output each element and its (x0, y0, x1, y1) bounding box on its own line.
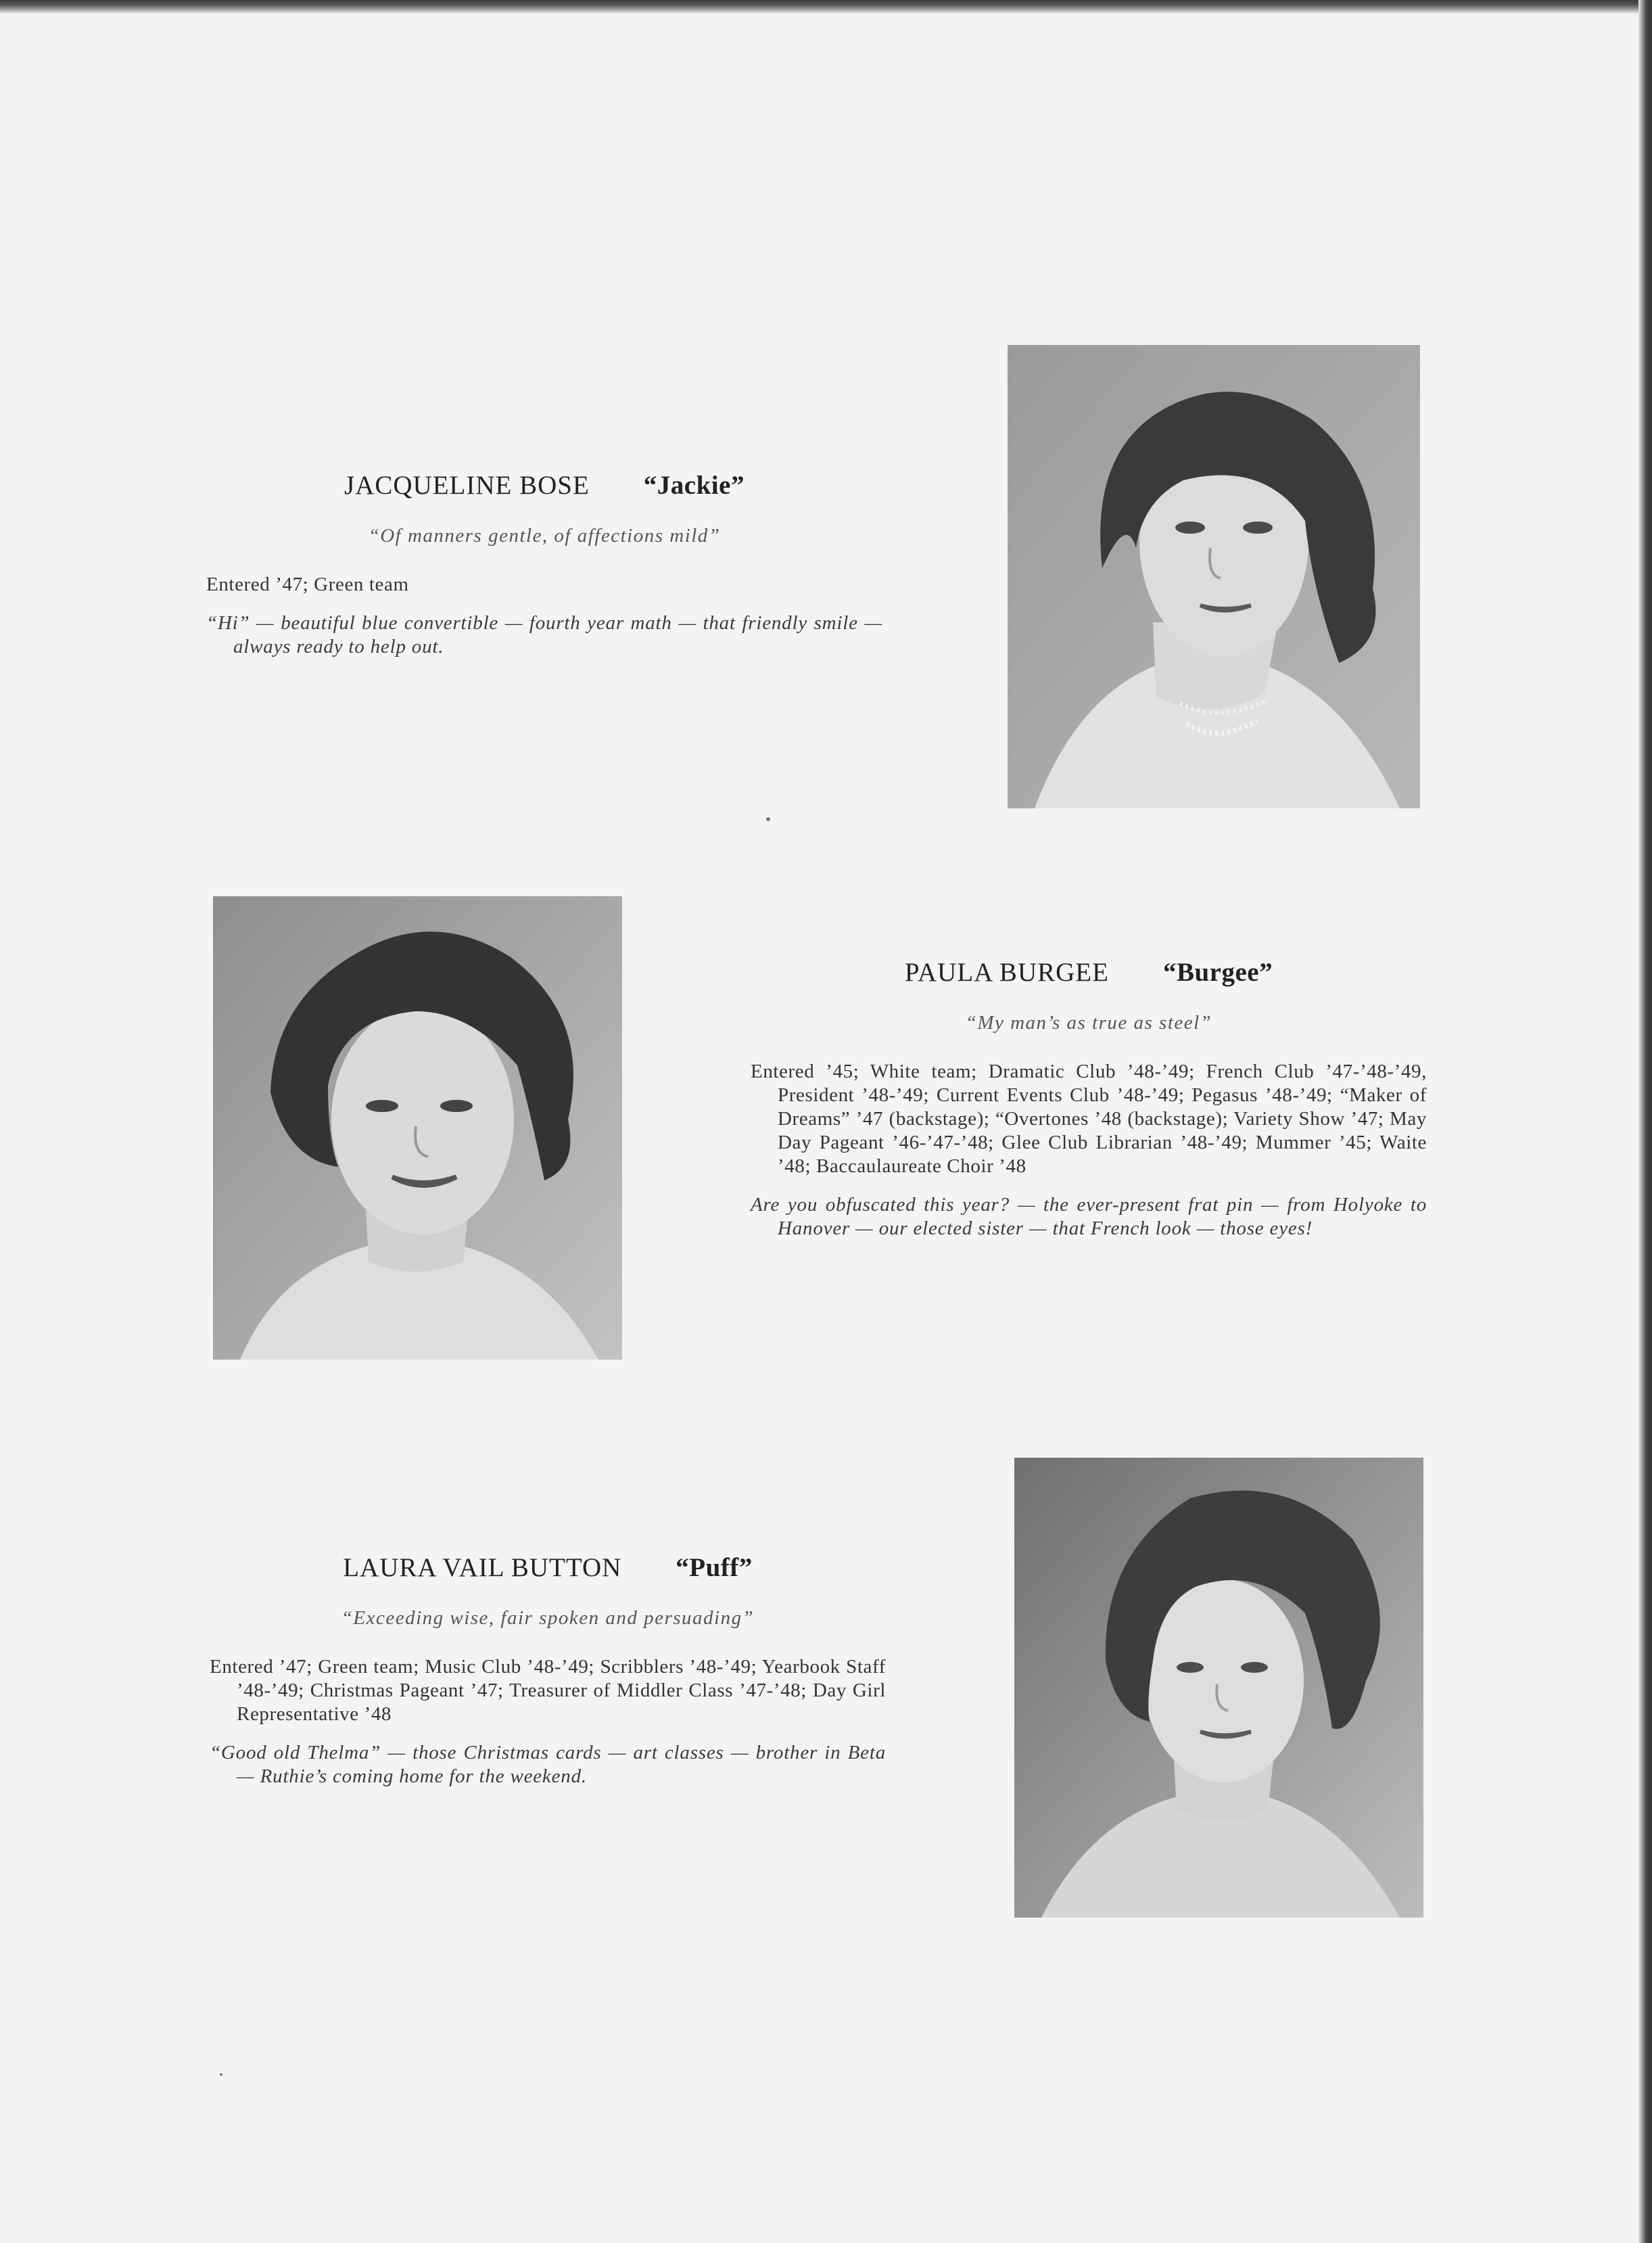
student-activities: Entered ’45; White team; Dramatic Club ’48-’49; French Club ’47-’48-’49, President ’48-’49; Current Events Club ’48-’49; Pegasus ’48-’49; “Maker of Dreams” ’47 (backstage); “Overtones ’48 (backstage); Variety Show ’47; May Day Pageant ’46-’47-’48; Glee Club Librarian ’48-’49; Mummer ’45; Waite ’48; Baccaulaureate Choir ’48 (751, 1061, 1427, 1177)
print-speck (220, 2073, 222, 2076)
portrait-photo-jacqueline-bose (1008, 345, 1420, 808)
student-motto: “Exceeding wise, fair spoken and persuading” (341, 1607, 755, 1629)
student-nickname: “Puff” (676, 1553, 753, 1582)
student-name-line (751, 957, 1427, 988)
student-name-line (206, 470, 882, 501)
student-activities: Entered ’47; Green team; Music Club ’48-’49; Scribblers ’48-’49; Yearbook Staff ’48-’49; Christmas Pageant ’47; Treasurer of Middler Class ’47-’48; Day Girl Representative ’48 (210, 1656, 886, 1725)
student-motto: “Of manners gentle, of affections mild” (368, 525, 721, 547)
portrait-photo-laura-vail-button (1014, 1458, 1423, 1918)
student-name: PAULA BURGEE (904, 958, 1109, 987)
student-activities: Entered ’47; Green team (206, 574, 409, 595)
scan-top-edge (0, 0, 1652, 14)
student-nickname: “Burgee” (1162, 958, 1273, 987)
print-speck (766, 817, 770, 821)
entry-laura-vail-button (210, 1552, 886, 1788)
scan-right-edge (1638, 0, 1652, 2243)
student-motto: “My man’s as true as steel” (965, 1012, 1212, 1034)
student-nickname: “Jackie” (643, 471, 745, 500)
student-remarks: “Hi” — beautiful blue convertible — fourth year math — that friendly smile — always ready to help out. (206, 612, 882, 657)
student-name-line (210, 1552, 886, 1583)
entry-paula-burgee (751, 957, 1427, 1241)
student-name: JACQUELINE BOSE (344, 471, 590, 500)
student-name: LAURA VAIL BUTTON (343, 1553, 622, 1582)
entry-jacqueline-bose (206, 470, 882, 659)
student-remarks: Are you obfuscated this year? — the ever-present frat pin — from Holyoke to Hanover — our elected sister — that French look — those eyes! (751, 1194, 1427, 1239)
student-remarks: “Good old Thelma” — those Christmas cards — art classes — brother in Beta — Ruthie’s coming home for the weekend. (210, 1742, 886, 1787)
portrait-photo-paula-burgee (213, 896, 622, 1360)
